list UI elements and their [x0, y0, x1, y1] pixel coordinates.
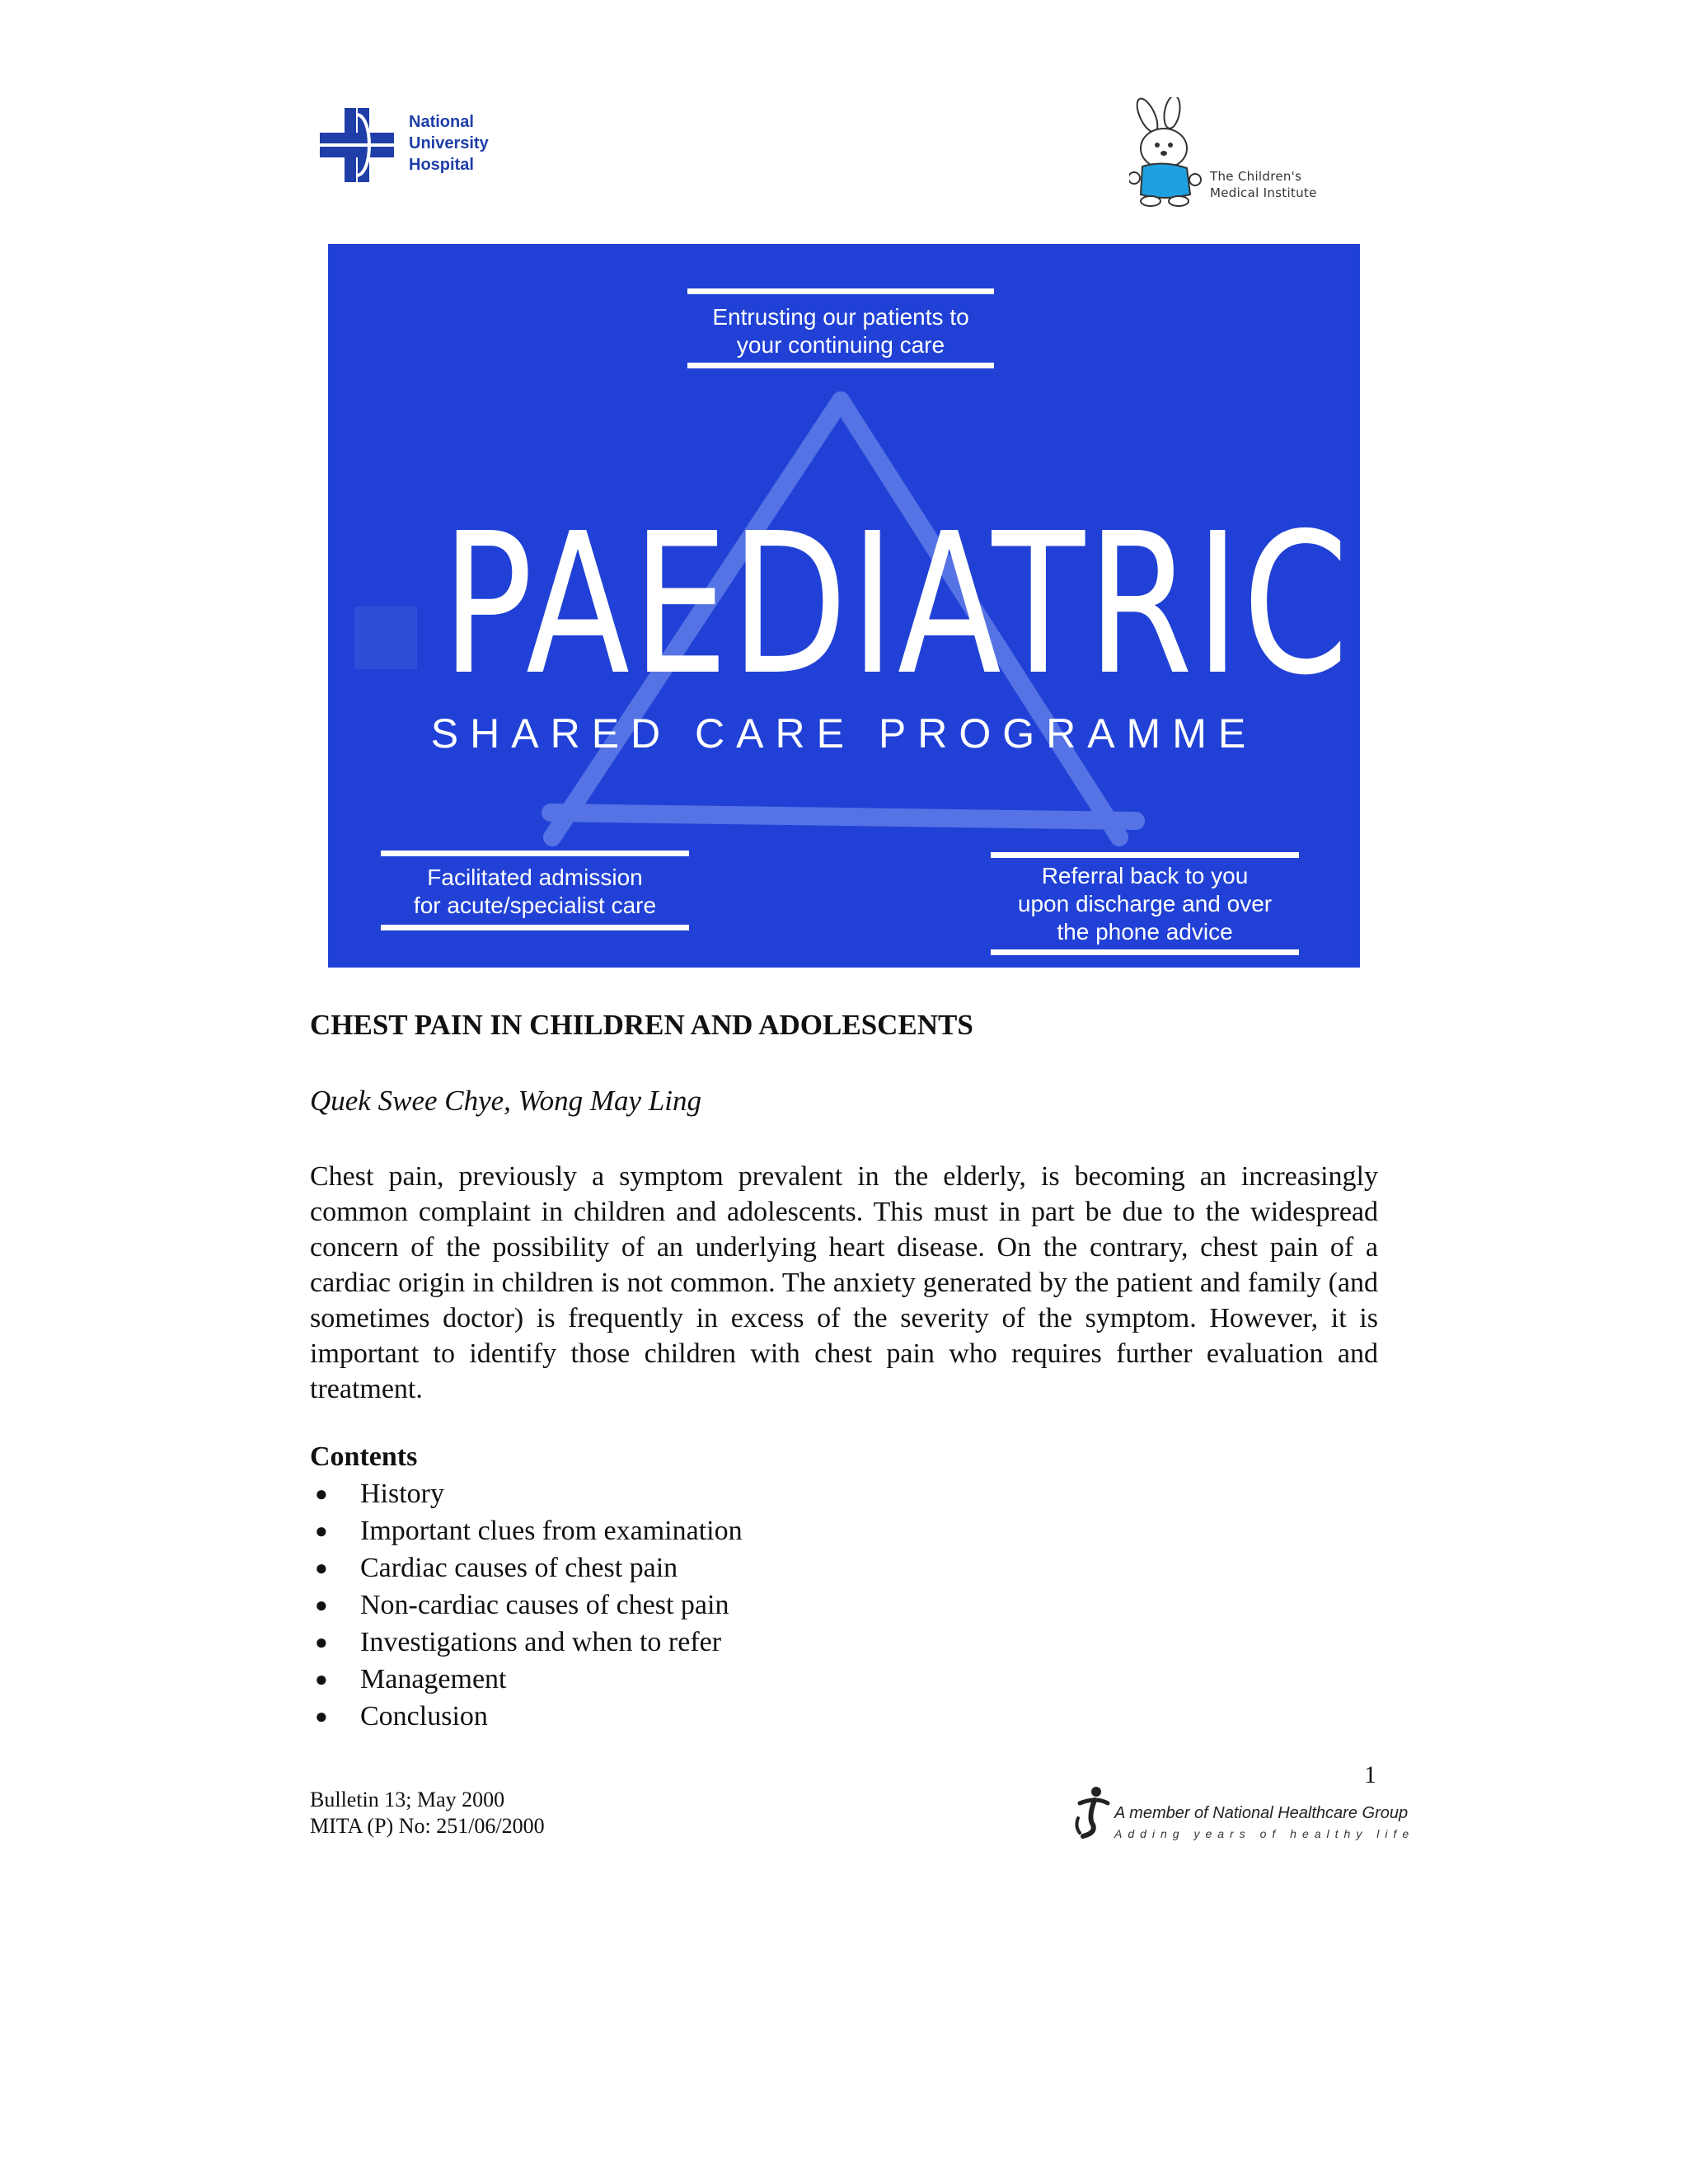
contents-list: [310, 1475, 743, 1735]
nuh-logo-text: [409, 111, 524, 176]
bullet-icon: ●: [315, 1519, 328, 1543]
programme-banner: [328, 244, 1360, 968]
bulletin-info: Bulletin 13; May 2000: [310, 1788, 505, 1811]
contents-item-label: Management: [360, 1664, 507, 1694]
banner-line: Referral back to you: [1041, 863, 1249, 888]
contents-item: [310, 1512, 743, 1549]
bunny-icon: [1129, 97, 1212, 209]
nhg-tagline: A member of National Healthcare Group: [1114, 1804, 1409, 1822]
banner-line: Facilitated admission: [427, 865, 643, 890]
banner-rule: [687, 288, 994, 294]
nuh-logo-line: National: [409, 113, 474, 131]
cmi-logo-line: The Children's: [1210, 169, 1302, 184]
banner-line: for acute/specialist care: [413, 893, 657, 918]
banner-box-left: [381, 851, 689, 933]
banner-subtitle: SHARED CARE PROGRAMME: [430, 710, 1258, 757]
contents-item-label: Non-cardiac causes of chest pain: [360, 1590, 729, 1620]
bullet-icon: ●: [315, 1556, 328, 1580]
contents-item-label: Conclusion: [360, 1701, 488, 1732]
banner-line: Entrusting our patients to: [712, 304, 969, 330]
cmi-logo-line: Medical Institute: [1210, 185, 1317, 200]
hospital-cross-icon: [320, 108, 394, 182]
contents-item: [310, 1661, 743, 1698]
bullet-icon: ●: [315, 1482, 328, 1506]
banner-box-text: [687, 303, 994, 359]
banner-line: upon discharge and over: [1017, 891, 1273, 916]
contents-item-label: Important clues from examination: [360, 1516, 743, 1546]
banner-rule: [991, 852, 1299, 858]
contents-item: [310, 1624, 743, 1661]
nuh-logo-line: Hospital: [409, 156, 474, 174]
banner-box-right: [991, 852, 1299, 959]
bullet-icon: ●: [315, 1704, 328, 1728]
publication-info: [310, 1787, 545, 1840]
banner-box-top: [687, 288, 994, 371]
nhg-figure-icon: [1071, 1785, 1113, 1840]
contents-item-label: Cardiac causes of chest pain: [360, 1553, 678, 1583]
nuh-logo: [320, 103, 518, 185]
banner-rule: [991, 949, 1299, 955]
article-authors: Quek Swee Chye, Wong May Ling: [310, 1085, 701, 1117]
nhg-logo: [1071, 1785, 1415, 1851]
banner-box-text: [991, 862, 1299, 946]
decorative-square: [354, 607, 417, 669]
bullet-icon: ●: [315, 1667, 328, 1691]
banner-rule: [381, 925, 689, 930]
cmi-logo: [1129, 97, 1352, 213]
banner-rule: [381, 851, 689, 856]
contents-item-label: History: [360, 1479, 444, 1509]
intro-paragraph: Chest pain, previously a symptom prevalent in the elderly, is becoming an increasingly common complaint in children and adolescents. This must in part be due to the widespread concern of the possibility of an underlying heart disease. On the contrary, chest pain of a cardiac origin in children is not common. The anxiety generated by the patient and family (and sometimes doctor) is frequently in excess of the severity of the symptom. However, it is important to identify those children with chest pain who requires further evaluation and treatment.: [310, 1161, 1378, 1404]
banner-box-text: [381, 864, 689, 920]
banner-line: the phone advice: [1057, 919, 1233, 944]
banner-line: your continuing care: [736, 332, 945, 358]
contents-item: [310, 1586, 743, 1624]
contents-item-label: Investigations and when to refer: [360, 1627, 722, 1657]
banner-headline: PAEDIATRIC: [441, 491, 1352, 718]
contents-item: [310, 1698, 743, 1735]
bullet-icon: ●: [315, 1630, 328, 1654]
nuh-logo-line: University: [409, 134, 489, 152]
banner-rule: [687, 363, 994, 368]
contents-item: [310, 1475, 743, 1512]
article-title: CHEST PAIN IN CHILDREN AND ADOLESCENTS: [310, 1009, 973, 1041]
bullet-icon: ●: [315, 1593, 328, 1617]
mita-info: MITA (P) No: 251/06/2000: [310, 1814, 545, 1838]
page-number: 1: [1364, 1761, 1376, 1788]
cmi-logo-text: [1210, 168, 1358, 201]
contents-heading: Contents: [310, 1441, 418, 1472]
nhg-slogan: Adding years of healthy life: [1114, 1827, 1415, 1840]
contents-item: [310, 1549, 743, 1586]
